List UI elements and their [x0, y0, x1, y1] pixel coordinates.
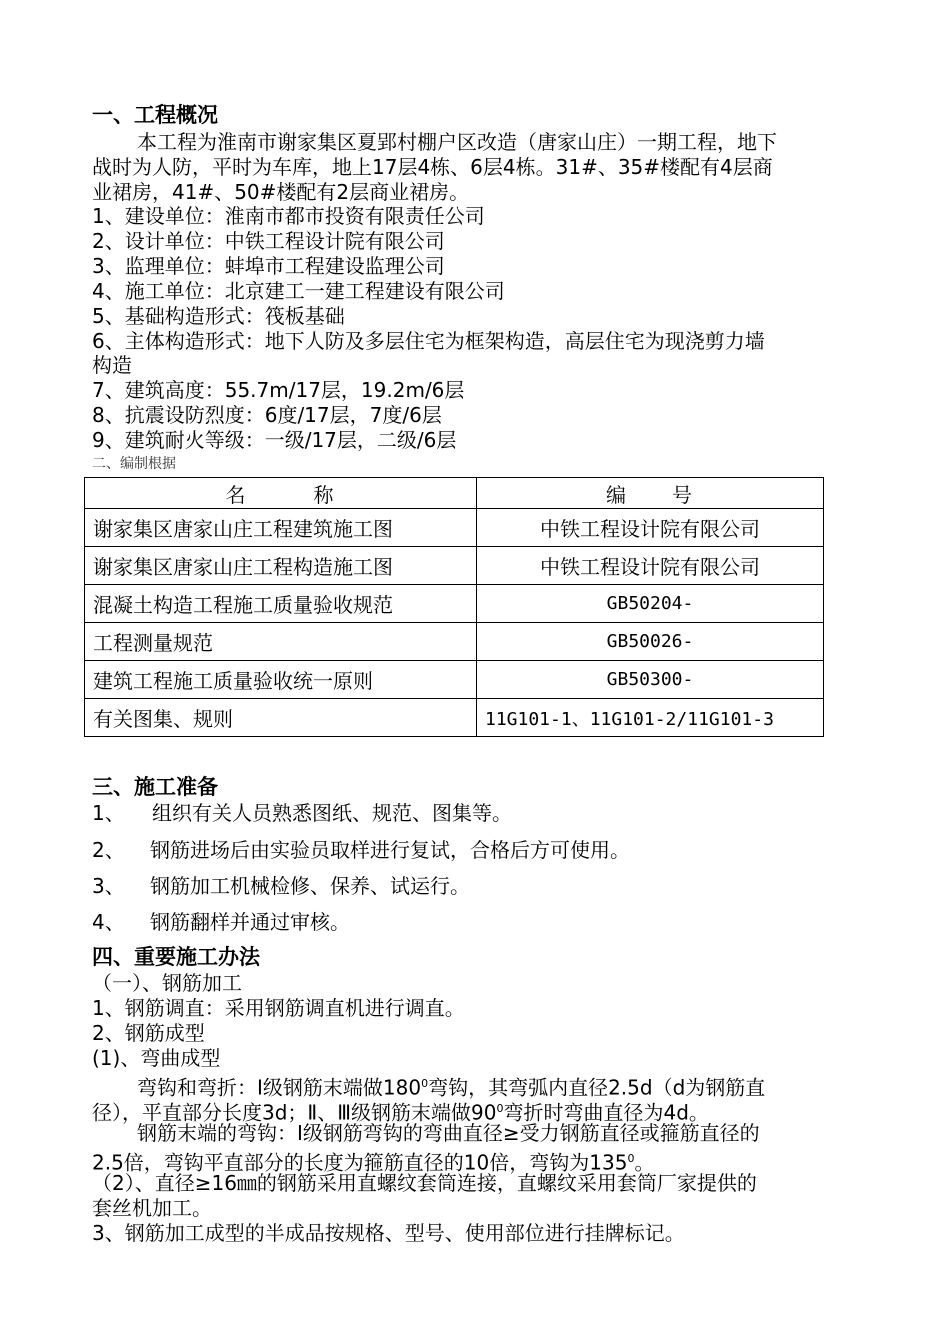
methods-end-hook-line-1: 钢筋末端的弯钩：Ⅰ级钢筋弯钩的弯曲直径≥受力钢筋直径或箍筋直径的 [137, 1121, 760, 1145]
cell-number: GB50300- [477, 661, 824, 699]
cell-name: 混凝土构造工程施工质量验收规范 [85, 585, 477, 623]
cell-name: 谢家集区唐家山庄工程构造施工图 [85, 547, 477, 585]
text-span: 弯钩，其弯弧内直径2.5d（d为钢筋直 [428, 1075, 766, 1100]
cell-name: 谢家集区唐家山庄工程建筑施工图 [85, 509, 477, 547]
header-name: 名 称 [85, 478, 477, 509]
table-row [85, 699, 824, 737]
section-title-basis: 二、编制根据 [92, 456, 176, 472]
superscript: 0 [496, 1102, 504, 1115]
table-row [85, 623, 824, 661]
methods-subtitle-rebar-processing: （一）、钢筋加工 [92, 971, 242, 995]
methods-line-straightening: 1、钢筋调直：采用钢筋调直机进行调直。 [92, 996, 465, 1020]
overview-paragraph-line-1: 本工程为淮南市谢家集区夏郢村棚户区改造（唐家山庄）一期工程，地下 [137, 130, 777, 154]
overview-item-9: 9、建筑耐火等级：一级/17层，二级/6层 [92, 428, 457, 452]
superscript: 0 [627, 1152, 635, 1165]
overview-paragraph-line-2: 战时为人防，平时为车库，地上17层4栋、6层4栋。31#、35#楼配有4层商 [92, 155, 773, 179]
prep-item-1-num: 1、 [92, 801, 125, 825]
prep-item-2-num: 2、 [92, 838, 125, 862]
section-title-overview: 一、工程概况 [92, 103, 218, 127]
methods-line-bending: (1)、弯曲成型 [92, 1046, 221, 1070]
cell-name: 有关图集、规则 [85, 699, 477, 737]
section-title-methods: 四、重要施工办法 [92, 945, 260, 969]
overview-item-5: 5、基础构造形式：筏板基础 [92, 304, 345, 328]
cell-number: GB50204- [477, 585, 824, 623]
overview-item-6: 6、主体构造形式：地下人防及多层住宅为框架构造，高层住宅为现浇剪力墙 [92, 329, 765, 353]
prep-item-1-text: 组织有关人员熟悉图纸、规范、图集等。 [152, 801, 512, 825]
overview-paragraph-line-3: 业裙房，41#、50#楼配有2层商业裙房。 [92, 180, 470, 204]
prep-item-3-text: 钢筋加工机械检修、保养、试运行。 [150, 874, 470, 898]
cell-name: 工程测量规范 [85, 623, 477, 661]
text-span: 。 [634, 1150, 655, 1175]
overview-item-3: 3、监理单位：蚌埠市工程建设监理公司 [92, 254, 445, 278]
header-number: 编 号 [477, 478, 824, 509]
prep-item-2-text: 钢筋进场后由实验员取样进行复试，合格后方可使用。 [150, 838, 630, 862]
superscript: 0 [421, 1077, 429, 1090]
methods-threaded-sleeve-line-1: （2）、直径≥16㎜的钢筋采用直螺纹套筒连接，直螺纹采用套筒厂家提供的 [92, 1171, 757, 1195]
table-row [85, 661, 824, 699]
table-row [85, 585, 824, 623]
cell-number: 中铁工程设计院有限公司 [477, 509, 824, 547]
cell-number: 中铁工程设计院有限公司 [477, 547, 824, 585]
table-row [85, 547, 824, 585]
overview-item-8: 8、抗震设防烈度：6度/17层，7度/6层 [92, 403, 442, 427]
prep-item-4-num: 4、 [92, 910, 125, 934]
overview-item-4: 4、施工单位：北京建工一建工程建设有限公司 [92, 279, 505, 303]
basis-table [84, 477, 824, 737]
text-span: 弯折时弯曲直径为4d。 [503, 1100, 709, 1125]
methods-tagging-line: 3、钢筋加工成型的半成品按规格、型号、使用部位进行挂牌标记。 [92, 1221, 685, 1245]
prep-item-4-text: 钢筋翻样并通过审核。 [150, 910, 350, 934]
table-row [85, 509, 824, 547]
overview-item-7: 7、建筑高度：55.7m/17层，19.2m/6层 [92, 378, 465, 402]
overview-item-2: 2、设计单位：中铁工程设计院有限公司 [92, 229, 445, 253]
section-title-preparation: 三、施工准备 [92, 775, 218, 799]
cell-number: GB50026- [477, 623, 824, 661]
cell-name: 建筑工程施工质量验收统一原则 [85, 661, 477, 699]
methods-line-forming: 2、钢筋成型 [92, 1021, 205, 1045]
cell-number: 11G101-1、11G101-2/11G101-3 [477, 699, 824, 737]
table-header-row [85, 478, 824, 509]
prep-item-3-num: 3、 [92, 874, 125, 898]
text-span: 2.5倍，弯钩平直部分的长度为箍筋直径的10倍，弯钩为135 [92, 1150, 628, 1175]
text-span: 径），平直部分长度3d；Ⅱ、Ⅲ级钢筋末端做90 [92, 1100, 497, 1125]
overview-item-1: 1、建设单位：淮南市都市投资有限责任公司 [92, 204, 485, 228]
text-span: 弯钩和弯折：Ⅰ级钢筋末端做180 [137, 1075, 422, 1100]
overview-item-6-cont: 构造 [92, 353, 132, 377]
methods-threaded-sleeve-line-2: 套丝机加工。 [92, 1196, 212, 1220]
